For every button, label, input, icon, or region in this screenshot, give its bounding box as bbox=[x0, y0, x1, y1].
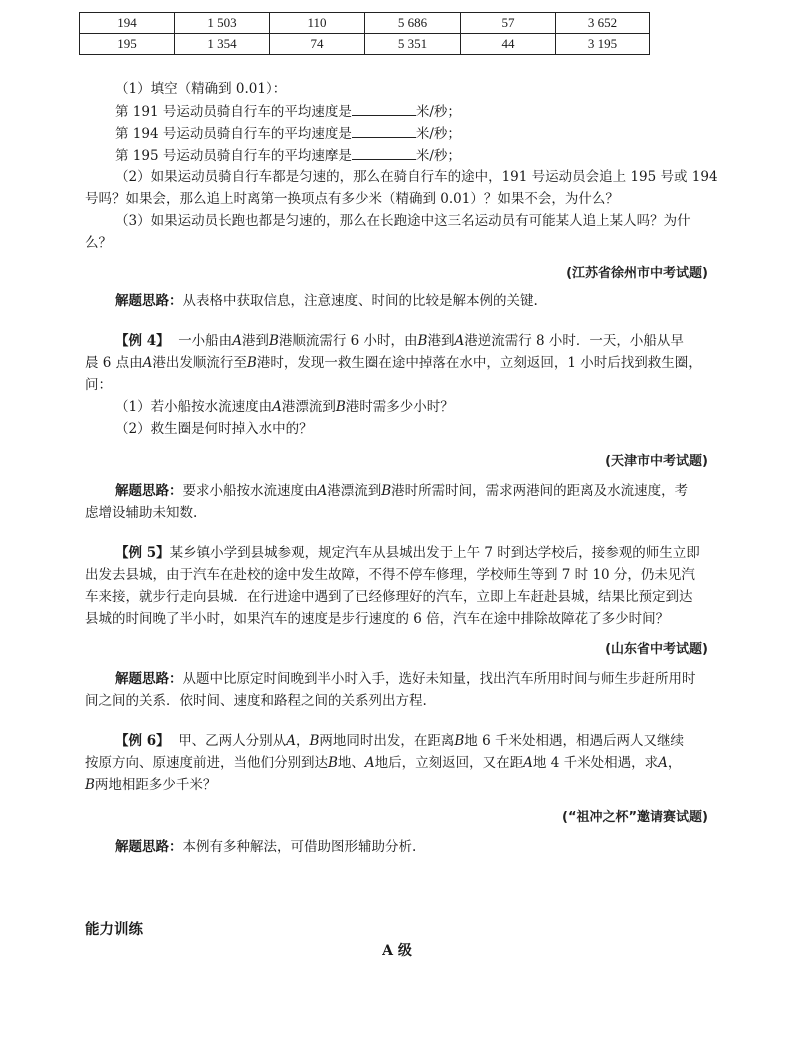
hint-label: 解题思路： bbox=[115, 293, 183, 309]
hint-paragraph bbox=[115, 291, 538, 311]
text-run: 地、 bbox=[337, 755, 365, 771]
text-run: 两地同时出发，在距离 bbox=[319, 733, 455, 749]
text-run: 港顺流需行 6 小时，由 bbox=[278, 333, 418, 349]
table-cell: 1 503 bbox=[175, 13, 270, 34]
example-5-line: 县城的时间晚了半小时，如果汽车的速度是步行速度的 6 倍，汽车在途中排除故障花了多少时间？ bbox=[85, 611, 670, 627]
text-run: 某乡镇小学到县城参观，规定汽车从县城出发于上午 7 时到达学校后，接参观的师生立即 bbox=[169, 545, 700, 561]
q3-line: 么？ bbox=[85, 235, 112, 251]
q1-intro: （1）填空（精确到 0.01）： bbox=[115, 81, 287, 97]
hint-label: 解题思路： bbox=[115, 483, 183, 499]
example-6-line bbox=[115, 731, 684, 751]
text-run: 港逆流需行 8 小时．一天，小船从早 bbox=[464, 333, 684, 349]
example-label: 【例 6】 bbox=[115, 733, 170, 749]
var-b: B bbox=[381, 483, 392, 499]
answer-blank bbox=[352, 123, 416, 138]
text-run: 地 6 千米处相遇，相遇后两人又继续 bbox=[464, 733, 684, 749]
example-4-question bbox=[115, 397, 454, 417]
unit-text: 米/秒； bbox=[415, 126, 461, 142]
example-label: 【例 5】 bbox=[115, 545, 170, 561]
var-b: B bbox=[268, 333, 279, 349]
text-run: 一小船由 bbox=[178, 333, 233, 349]
table-cell: 5 686 bbox=[365, 13, 461, 34]
var-a: A bbox=[364, 755, 375, 771]
example-5-line: 车来接，就步行走向县城．在行进途中遇到了已经修理好的汽车，立即上车赶赴县城，结果比预定到达 bbox=[85, 589, 693, 605]
example-5-line: 出发去县城，由于汽车在赴校的途中发生故障，不得不停车修理，学校师生等到 7 时 10 分，仍未见汽 bbox=[85, 567, 695, 583]
table-row bbox=[80, 13, 650, 34]
hint-paragraph bbox=[115, 669, 696, 689]
var-b: B bbox=[328, 755, 338, 771]
source-citation: (“祖冲之杯”邀请赛试题) bbox=[562, 810, 708, 825]
example-5-line bbox=[115, 543, 700, 563]
var-a: A bbox=[658, 755, 668, 771]
hint-text: 港漂流到 bbox=[327, 483, 382, 499]
text-run: 地后，立刻返回，又在距 bbox=[374, 755, 524, 771]
hint-label: 解题思路： bbox=[115, 671, 183, 687]
source-citation: (天津市中考试题) bbox=[605, 454, 708, 469]
var-a: A bbox=[454, 333, 465, 349]
example-6-line bbox=[85, 753, 681, 773]
var-b: B bbox=[417, 333, 428, 349]
example-6-line bbox=[85, 775, 216, 795]
example-label: 【例 4】 bbox=[115, 333, 170, 349]
table-cell: 110 bbox=[270, 13, 365, 34]
var-b: B bbox=[246, 355, 257, 371]
var-a: A bbox=[317, 483, 328, 499]
table-cell: 74 bbox=[270, 34, 365, 55]
hint-text: 从表格中获取信息，注意速度、时间的比较是解本例的关键. bbox=[182, 293, 538, 309]
hint-paragraph bbox=[115, 481, 688, 501]
example-4-line bbox=[85, 353, 702, 373]
text-run: 两地相距多少千米？ bbox=[94, 777, 217, 793]
var-b: B bbox=[309, 733, 320, 749]
answer-blank bbox=[352, 145, 416, 160]
text-run: 甲、乙两人分别从 bbox=[178, 733, 287, 749]
q2-line: 号吗？如果会，那么追上时离第一换项点有多少米（精确到 0.01）？如果不会，为什么？ bbox=[85, 191, 619, 207]
var-a: A bbox=[272, 399, 282, 415]
table-cell: 195 bbox=[80, 34, 175, 55]
q2-line: （2）如果运动员骑自行车都是匀速的，那么在骑自行车的途中，191 号运动员会追上 195 号或 194 bbox=[115, 169, 718, 185]
table-row bbox=[80, 34, 650, 55]
text-run: 港时需多少小时？ bbox=[345, 399, 454, 415]
text-run: 按原方向、原速度前进，当他们分别到达 bbox=[85, 755, 328, 771]
hint-paragraph bbox=[115, 837, 416, 857]
text-run: 港到 bbox=[427, 333, 455, 349]
var-b: B bbox=[335, 399, 346, 415]
table-cell: 5 351 bbox=[365, 34, 461, 55]
level-title: A 级 bbox=[382, 943, 412, 959]
text-run: ， bbox=[295, 733, 310, 749]
hint-text: 间之间的关系．依时间、速度和路程之间的关系列出方程. bbox=[85, 693, 427, 709]
var-a: A bbox=[142, 355, 153, 371]
answer-blank bbox=[352, 101, 416, 116]
q1-line-191 bbox=[115, 101, 461, 122]
var-a: A bbox=[232, 333, 242, 349]
text-run: 地 4 千米处相遇，求 bbox=[532, 755, 659, 771]
section-title: 能力训练 bbox=[85, 922, 143, 938]
table-cell: 194 bbox=[80, 13, 175, 34]
example-4-question: （2）救生圈是何时掉入水中的？ bbox=[115, 421, 313, 437]
table-cell: 3 195 bbox=[556, 34, 650, 55]
source-citation: (山东省中考试题) bbox=[605, 642, 708, 657]
text-run: （1）若小船按水流速度由 bbox=[115, 399, 273, 415]
hint-text: 本例有多种解法，可借助图形辅助分析. bbox=[182, 839, 417, 855]
table-cell: 44 bbox=[461, 34, 556, 55]
var-a: A bbox=[286, 733, 296, 749]
q1-line-195 bbox=[115, 145, 461, 166]
text-run: 港到 bbox=[241, 333, 269, 349]
text-run: 晨 6 点由 bbox=[85, 355, 143, 371]
hint-label: 解题思路： bbox=[115, 839, 183, 855]
example-4-line: 问： bbox=[85, 377, 112, 393]
table-cell: 57 bbox=[461, 13, 556, 34]
example-4-line bbox=[115, 331, 684, 351]
q1-line-text: 第 191 号运动员骑自行车的平均速度是 bbox=[115, 104, 352, 120]
q1-line-text: 第 194 号运动员骑自行车的平均速度是 bbox=[115, 126, 352, 142]
text-run: 港漂流到 bbox=[281, 399, 336, 415]
source-citation: (江苏省徐州市中考试题) bbox=[566, 266, 708, 281]
q1-line-text: 第 195 号运动员骑自行车的平均速摩是 bbox=[115, 148, 352, 164]
text-run: 港时，发现一救生圈在途中掉落在水中，立刻返回，1 小时后找到救生圈， bbox=[256, 355, 702, 371]
q3-line: （3）如果运动员长跑也都是匀速的，那么在长跑途中这三名运动员有可能某人追上某人吗？为什 bbox=[115, 213, 691, 229]
text-run: 港出发顺流行至 bbox=[152, 355, 247, 371]
hint-text: 从题中比原定时间晚到半小时入手，选好未知量，找出汽车所用时间与师生步赶所用时 bbox=[182, 671, 696, 687]
table-cell: 3 652 bbox=[556, 13, 650, 34]
var-a: A bbox=[523, 755, 533, 771]
hint-text: 虑增设辅助未知数. bbox=[85, 505, 198, 521]
text-run: ， bbox=[667, 755, 682, 771]
hint-text: 要求小船按水流速度由 bbox=[182, 483, 318, 499]
table-cell: 1 354 bbox=[175, 34, 270, 55]
var-b: B bbox=[454, 733, 465, 749]
unit-text: 米/秒； bbox=[415, 104, 461, 120]
var-b: B bbox=[85, 777, 95, 793]
q1-line-194 bbox=[115, 123, 461, 144]
data-table bbox=[79, 12, 650, 55]
unit-text: 米/秒； bbox=[415, 148, 461, 164]
hint-text: 港时所需时间，需求两港间的距离及水流速度，考 bbox=[391, 483, 689, 499]
